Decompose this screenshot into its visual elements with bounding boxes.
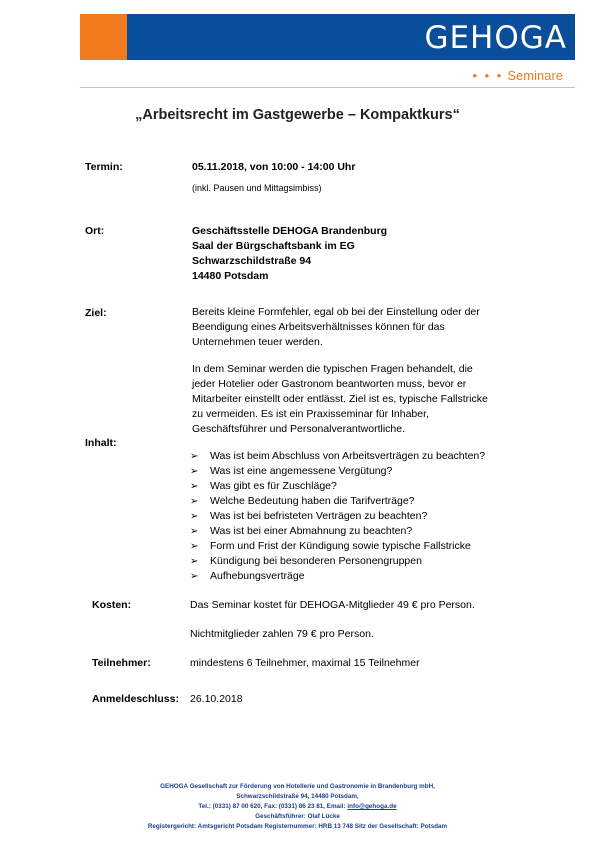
anmeldeschluss-label: Anmeldeschluss:	[92, 693, 179, 705]
kosten-label: Kosten:	[92, 599, 132, 611]
list-item: ➢ Was ist bei befristeten Verträgen zu beachten?	[190, 510, 428, 522]
arrow-bullet-icon: ➢	[190, 556, 199, 567]
arrow-bullet-icon: ➢	[190, 466, 199, 477]
ziel-line: zu vermeiden. Es ist ein Praxisseminar für Inhaber,	[192, 408, 429, 420]
arrow-bullet-icon: ➢	[190, 541, 199, 552]
seminare-tagline	[472, 68, 563, 83]
ziel-paragraph-2	[192, 362, 488, 437]
list-item: ➢ Was gibt es für Zuschläge?	[190, 480, 337, 492]
letterhead	[80, 14, 575, 89]
arrow-bullet-icon: ➢	[190, 496, 199, 507]
ort-label: Ort:	[85, 225, 105, 237]
teilnehmer-label: Teilnehmer:	[92, 657, 151, 669]
ort-line: Geschäftsstelle DEHOGA Brandenburg	[192, 225, 388, 237]
anmeldeschluss-value: 26.10.2018	[190, 693, 243, 705]
ort-line: Saal der Bürgschaftsbank im EG	[192, 240, 355, 252]
ziel-line: jeder Hotelier oder Gastronom beantworten muss, bevor er	[192, 378, 467, 390]
ziel-line: Geschäftsführer und Personalverantwortliche.	[192, 423, 406, 435]
ziel-paragraph-1	[192, 305, 480, 350]
ort-line: Schwarzschildstraße 94	[192, 255, 312, 267]
arrow-bullet-icon: ➢	[190, 481, 199, 492]
brand-name: GEHOGA	[424, 20, 567, 56]
ziel-line: In dem Seminar werden die typischen Fragen behandelt, die	[192, 363, 473, 375]
ziel-line: Unternehmen teuer werden.	[192, 336, 323, 348]
arrow-bullet-icon: ➢	[190, 511, 199, 522]
blue-logo-bar	[127, 14, 575, 60]
termin-label: Termin:	[85, 161, 123, 173]
list-item: ➢ Aufhebungsverträge	[190, 570, 305, 582]
footer-register: Registergericht: Amtsgericht Potsdam Registernummer: HRB 13 748 Sitz der Gesellschaft: Potsdam	[147, 823, 448, 830]
list-item: ➢ Welche Bedeutung haben die Tarifverträge?	[190, 495, 415, 507]
inhalt-label: Inhalt:	[85, 437, 117, 449]
footer	[0, 782, 595, 832]
ort-address	[192, 224, 387, 284]
ort-line: 14480 Potsdam	[192, 270, 269, 282]
footer-company: GEHOGA Gesellschaft zur Förderung von Hotellerie und Gastronomie in Brandenburg mbH,	[160, 783, 435, 790]
footer-address: Schwarzschildstraße 94, 14480 Potsdam,	[236, 793, 359, 800]
dots-decoration: • • •	[472, 68, 504, 83]
list-item: ➢ Kündigung bei besonderen Personengruppen	[190, 555, 422, 567]
header-divider	[80, 87, 575, 88]
ziel-line: Bereits kleine Formfehler, egal ob bei der Einstellung oder der	[192, 306, 480, 318]
arrow-bullet-icon: ➢	[190, 526, 199, 537]
teilnehmer-value: mindestens 6 Teilnehmer, maximal 15 Teilnehmer	[190, 657, 420, 669]
kosten-line-2: Nichtmitglieder zahlen 79 € pro Person.	[190, 628, 374, 640]
ziel-line: Mitarbeiter einstellt oder entlässt. Ziel ist es, typische Fallstricke	[192, 393, 488, 405]
list-item: ➢ Was ist beim Abschluss von Arbeitsverträgen zu beachten?	[190, 450, 486, 462]
orange-logo-block	[80, 14, 127, 60]
list-item: ➢ Form und Frist der Kündigung sowie typische Fallstricke	[190, 540, 471, 552]
arrow-bullet-icon: ➢	[190, 571, 199, 582]
termin-value: 05.11.2018, von 10:00 - 14:00 Uhr	[192, 161, 356, 173]
list-item: ➢ Was ist eine angemessene Vergütung?	[190, 465, 393, 477]
email-link[interactable]: info@gehoga.de	[347, 803, 397, 810]
document-title: „Arbeitsrecht im Gastgewerbe – Kompaktkurs“	[135, 107, 460, 123]
ziel-line: Beendigung eines Arbeitsverhältnisses können für das	[192, 321, 445, 333]
arrow-bullet-icon: ➢	[190, 451, 199, 462]
footer-manager: Geschäftsführer: Olaf Lücke	[255, 813, 340, 820]
inhalt-list	[188, 449, 485, 584]
kosten-line-1: Das Seminar kostet für DEHOGA-Mitglieder 49 € pro Person.	[190, 599, 475, 611]
footer-contact: Tel.: (0331) 87 00 620, Fax: (0331) 86 23 81, Email: info@gehoga.de	[198, 803, 397, 810]
termin-note: (inkl. Pausen und Mittagsimbiss)	[192, 183, 322, 193]
tagline-text: Seminare	[507, 68, 563, 83]
list-item: ➢ Was ist bei einer Abmahnung zu beachten?	[190, 525, 413, 537]
ziel-label: Ziel:	[85, 307, 107, 319]
